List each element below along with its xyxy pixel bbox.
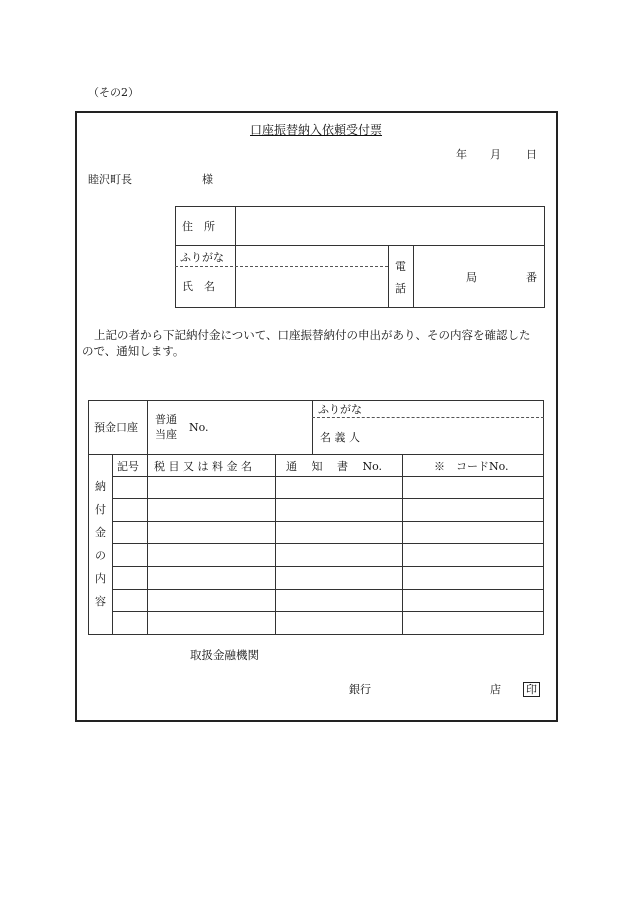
phone-field[interactable] [415, 247, 543, 307]
form-title: 口座振替納入依頼受付票 [250, 123, 383, 137]
account-type-current[interactable]: 当座 [155, 428, 177, 441]
header-code-no: ※ コードNo. [434, 460, 509, 473]
payment-side-label-5: 内 [95, 572, 106, 585]
header-notice-no: 通 知 書 No. [286, 460, 383, 473]
applicant-name-label: 氏 名 [182, 280, 215, 293]
holder-furigana-label: ふりがな [318, 403, 362, 416]
applicant-furigana-field[interactable] [237, 247, 387, 265]
payment-side-label-3: 金 [95, 526, 106, 539]
header-tax-item: 税 目 又 は 料 金 名 [154, 460, 252, 473]
applicant-furigana-label: ふりがな [180, 251, 224, 264]
branch-label: 店 [490, 683, 501, 696]
header-code: 記号 [117, 460, 139, 473]
account-type-ordinary[interactable]: 普通 [155, 413, 177, 426]
payment-side-label-2: 付 [95, 503, 106, 516]
addressee-honorific: 様 [202, 173, 213, 186]
payment-side-label-6: 容 [95, 595, 106, 608]
phone-number-label: 番 [526, 271, 537, 284]
date-day-label: 日 [526, 148, 537, 161]
branch-name-field[interactable] [400, 676, 485, 694]
addressee-name: 睦沢町長 [88, 173, 132, 186]
payment-table [88, 455, 544, 635]
notice-text-line-1: 上記の者から下記納付金について、口座振替納付の申出があり、その内容を確認した [94, 328, 531, 342]
payment-side-label-4: の [95, 549, 106, 562]
holder-name-field[interactable] [380, 419, 542, 453]
bank-section-label: 取扱金融機関 [190, 648, 259, 662]
date-year-label: 年 [456, 148, 467, 161]
holder-name-label: 名 義 人 [320, 431, 360, 444]
bank-label: 銀行 [349, 683, 371, 696]
phone-label-2: 話 [395, 282, 406, 295]
form-number: （その2） [88, 86, 139, 99]
address-field[interactable] [237, 208, 543, 244]
phone-exchange-label: 局 [466, 271, 477, 284]
bank-name-field[interactable] [290, 676, 350, 694]
date-month-label: 月 [490, 148, 501, 161]
seal-mark: 印 [523, 682, 540, 697]
account-label: 預金口座 [94, 421, 138, 434]
holder-furigana-field[interactable] [380, 402, 542, 416]
payment-side-label-1: 納 [95, 480, 106, 493]
address-label: 住 所 [182, 220, 215, 233]
applicant-name-field[interactable] [237, 268, 387, 307]
account-number-field[interactable] [210, 402, 310, 453]
account-no-label: No. [189, 421, 209, 434]
notice-text-line-2: ので、通知します。 [82, 344, 185, 358]
phone-label-1: 電 [395, 260, 406, 273]
